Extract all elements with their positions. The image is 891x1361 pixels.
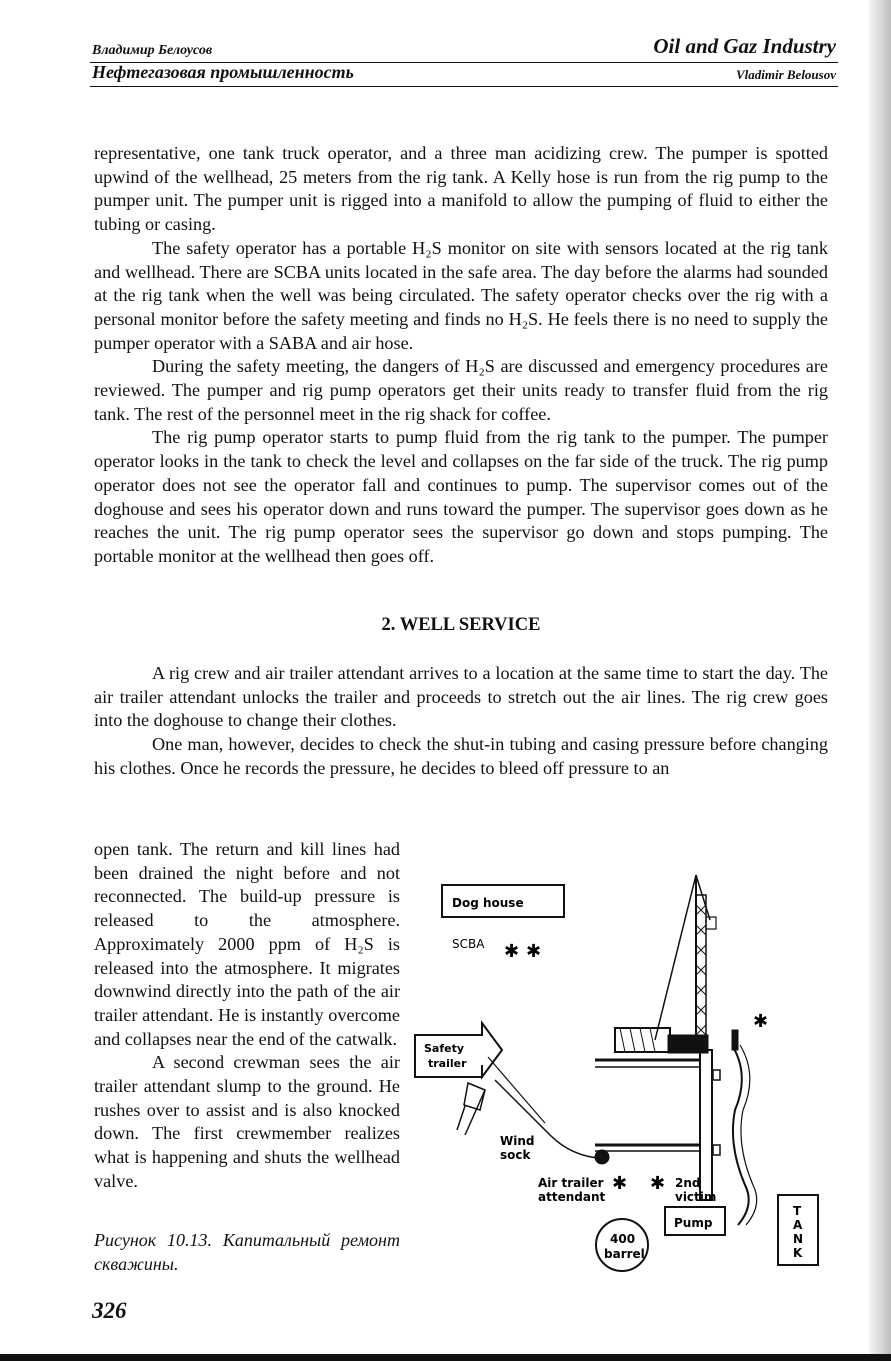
paragraph: During the safety meeting, the dangers of H₂S are discussed and emergency procedures are reviewed. The pumper and rig pump operators get their units ready to transfer fluid from the rig tank. The rest of the personnel meet in the rig shack for coffee.: [94, 356, 828, 424]
paragraph: open tank. The return and kill lines had been drained the night before and not reconnected. The build-up pressure is released to the atmosphere. Approximately 2000 ppm of H₂S is released into the atmosphere. It migrates downwind directly into the path of the air trailer attendant. He is instantly overcome and collapses near the end of the catwalk.: [94, 839, 400, 1049]
figure-caption: Рисунок 10.13. Капитальный ремонт скважины.: [94, 1230, 400, 1274]
second-victim-label: victim: [675, 1190, 717, 1204]
tank-letter: N: [793, 1232, 804, 1246]
page-number: 326: [92, 1298, 127, 1323]
safety-trailer-label: trailer: [428, 1057, 467, 1070]
body-text-section: [94, 662, 828, 781]
header-author-ru: Владимир Белоусов: [92, 43, 213, 58]
paragraph: The rig pump operator starts to pump fluid from the rig tank to the pumper. The pumper operator looks in the tank to check the level and collapses on the far side of the truck. The rig pump operator does not see the operator fall and continues to pump. The supervisor comes out of the doghouse and sees his operator down and runs toward the pumper. The supervisor goes down as he reaches the unit. The rig pump operator sees the supervisor go down and stops pumping. The portable monitor at the wellhead then goes off.: [94, 427, 828, 566]
paragraph: A second crewman sees the air trailer attendant slump to the ground. He rushes over to assist and is also knocked down. The first crewmember realizes what is happening and shuts the wellhead valve.: [94, 1052, 400, 1191]
tank-letter: T: [793, 1204, 802, 1218]
dog-house-label: Dog house: [452, 896, 524, 910]
victim-marker-icon: ✱: [753, 1011, 769, 1032]
barrel-tank-label: 400: [610, 1232, 636, 1246]
paragraph: representative, one tank truck operator, and a three man acidizing crew. The pumper is spotted upwind of the wellhead, 25 meters from the rig tank. A Kelly hose is run from the rig pump to the pumper unit. The pumper unit is rigged into a manifold to allow the pumping of fluid to either the tubing or casing.: [94, 143, 828, 235]
section-title: 2. WELL SERVICE: [381, 615, 541, 635]
air-trailer-attendant-label: attendant: [538, 1190, 606, 1204]
tank-letter: A: [793, 1218, 803, 1232]
well-site-diagram: [410, 845, 830, 1275]
running-header-bottom: [90, 64, 838, 87]
scba-unit-icon: ✱: [504, 941, 520, 962]
wind-sock-icon: [457, 1083, 485, 1135]
header-title-ru: Нефтегазовая промышленность: [92, 62, 354, 82]
header-author-en: Vladimir Belousov: [735, 67, 836, 82]
pump-label: Pump: [674, 1216, 713, 1230]
scba-label: SCBA: [452, 937, 485, 951]
wind-sock-label: Wind: [500, 1134, 535, 1148]
paragraph: One man, however, decides to check the shut-in tubing and casing pressure before changing his clothes. Once he records the pressure, he decides to bleed off pressure to an: [94, 734, 828, 778]
wind-sock-label: sock: [500, 1148, 531, 1162]
second-victim-label: 2nd: [675, 1176, 701, 1190]
tank-letter: K: [793, 1246, 803, 1260]
header-title-en: Oil and Gaz Industry: [653, 34, 836, 58]
paragraph: The safety operator has a portable H₂S monitor on site with sensors located at the rig tank and wellhead. There are SCBA units located in the safe area. The day before the alarms had sounded at the rig tank when the well was being circulated. The safety operator checks over the rig with a personal monitor before the safety meeting and finds no H₂S. He feels there is no need to supply the pumper operator with a SABA and air hose.: [94, 237, 828, 353]
safety-trailer-label: Safety: [424, 1042, 465, 1055]
victim-marker-icon: ✱: [612, 1173, 628, 1194]
victim-marker-icon: ✱: [650, 1173, 666, 1194]
safety-trailer-icon: [415, 1023, 502, 1077]
air-trailer-attendant-label: Air trailer: [538, 1176, 604, 1190]
scan-edge-shading: [869, 0, 891, 1361]
body-text-top: [94, 142, 828, 569]
page-bottom-edge: [0, 1354, 891, 1361]
rig-mast-icon: [615, 875, 716, 1053]
scba-unit-icon: ✱: [526, 941, 542, 962]
running-header-top: [90, 36, 838, 63]
paragraph: A rig crew and air trailer attendant arrives to a location at the same time to start the day. The air trailer attendant unlocks the trailer and proceeds to stretch out the air lines. The rig crew goes into the doghouse to change their clothes.: [94, 663, 828, 731]
body-text-column: [94, 838, 400, 1194]
barrel-tank-label: barrel: [604, 1247, 645, 1261]
